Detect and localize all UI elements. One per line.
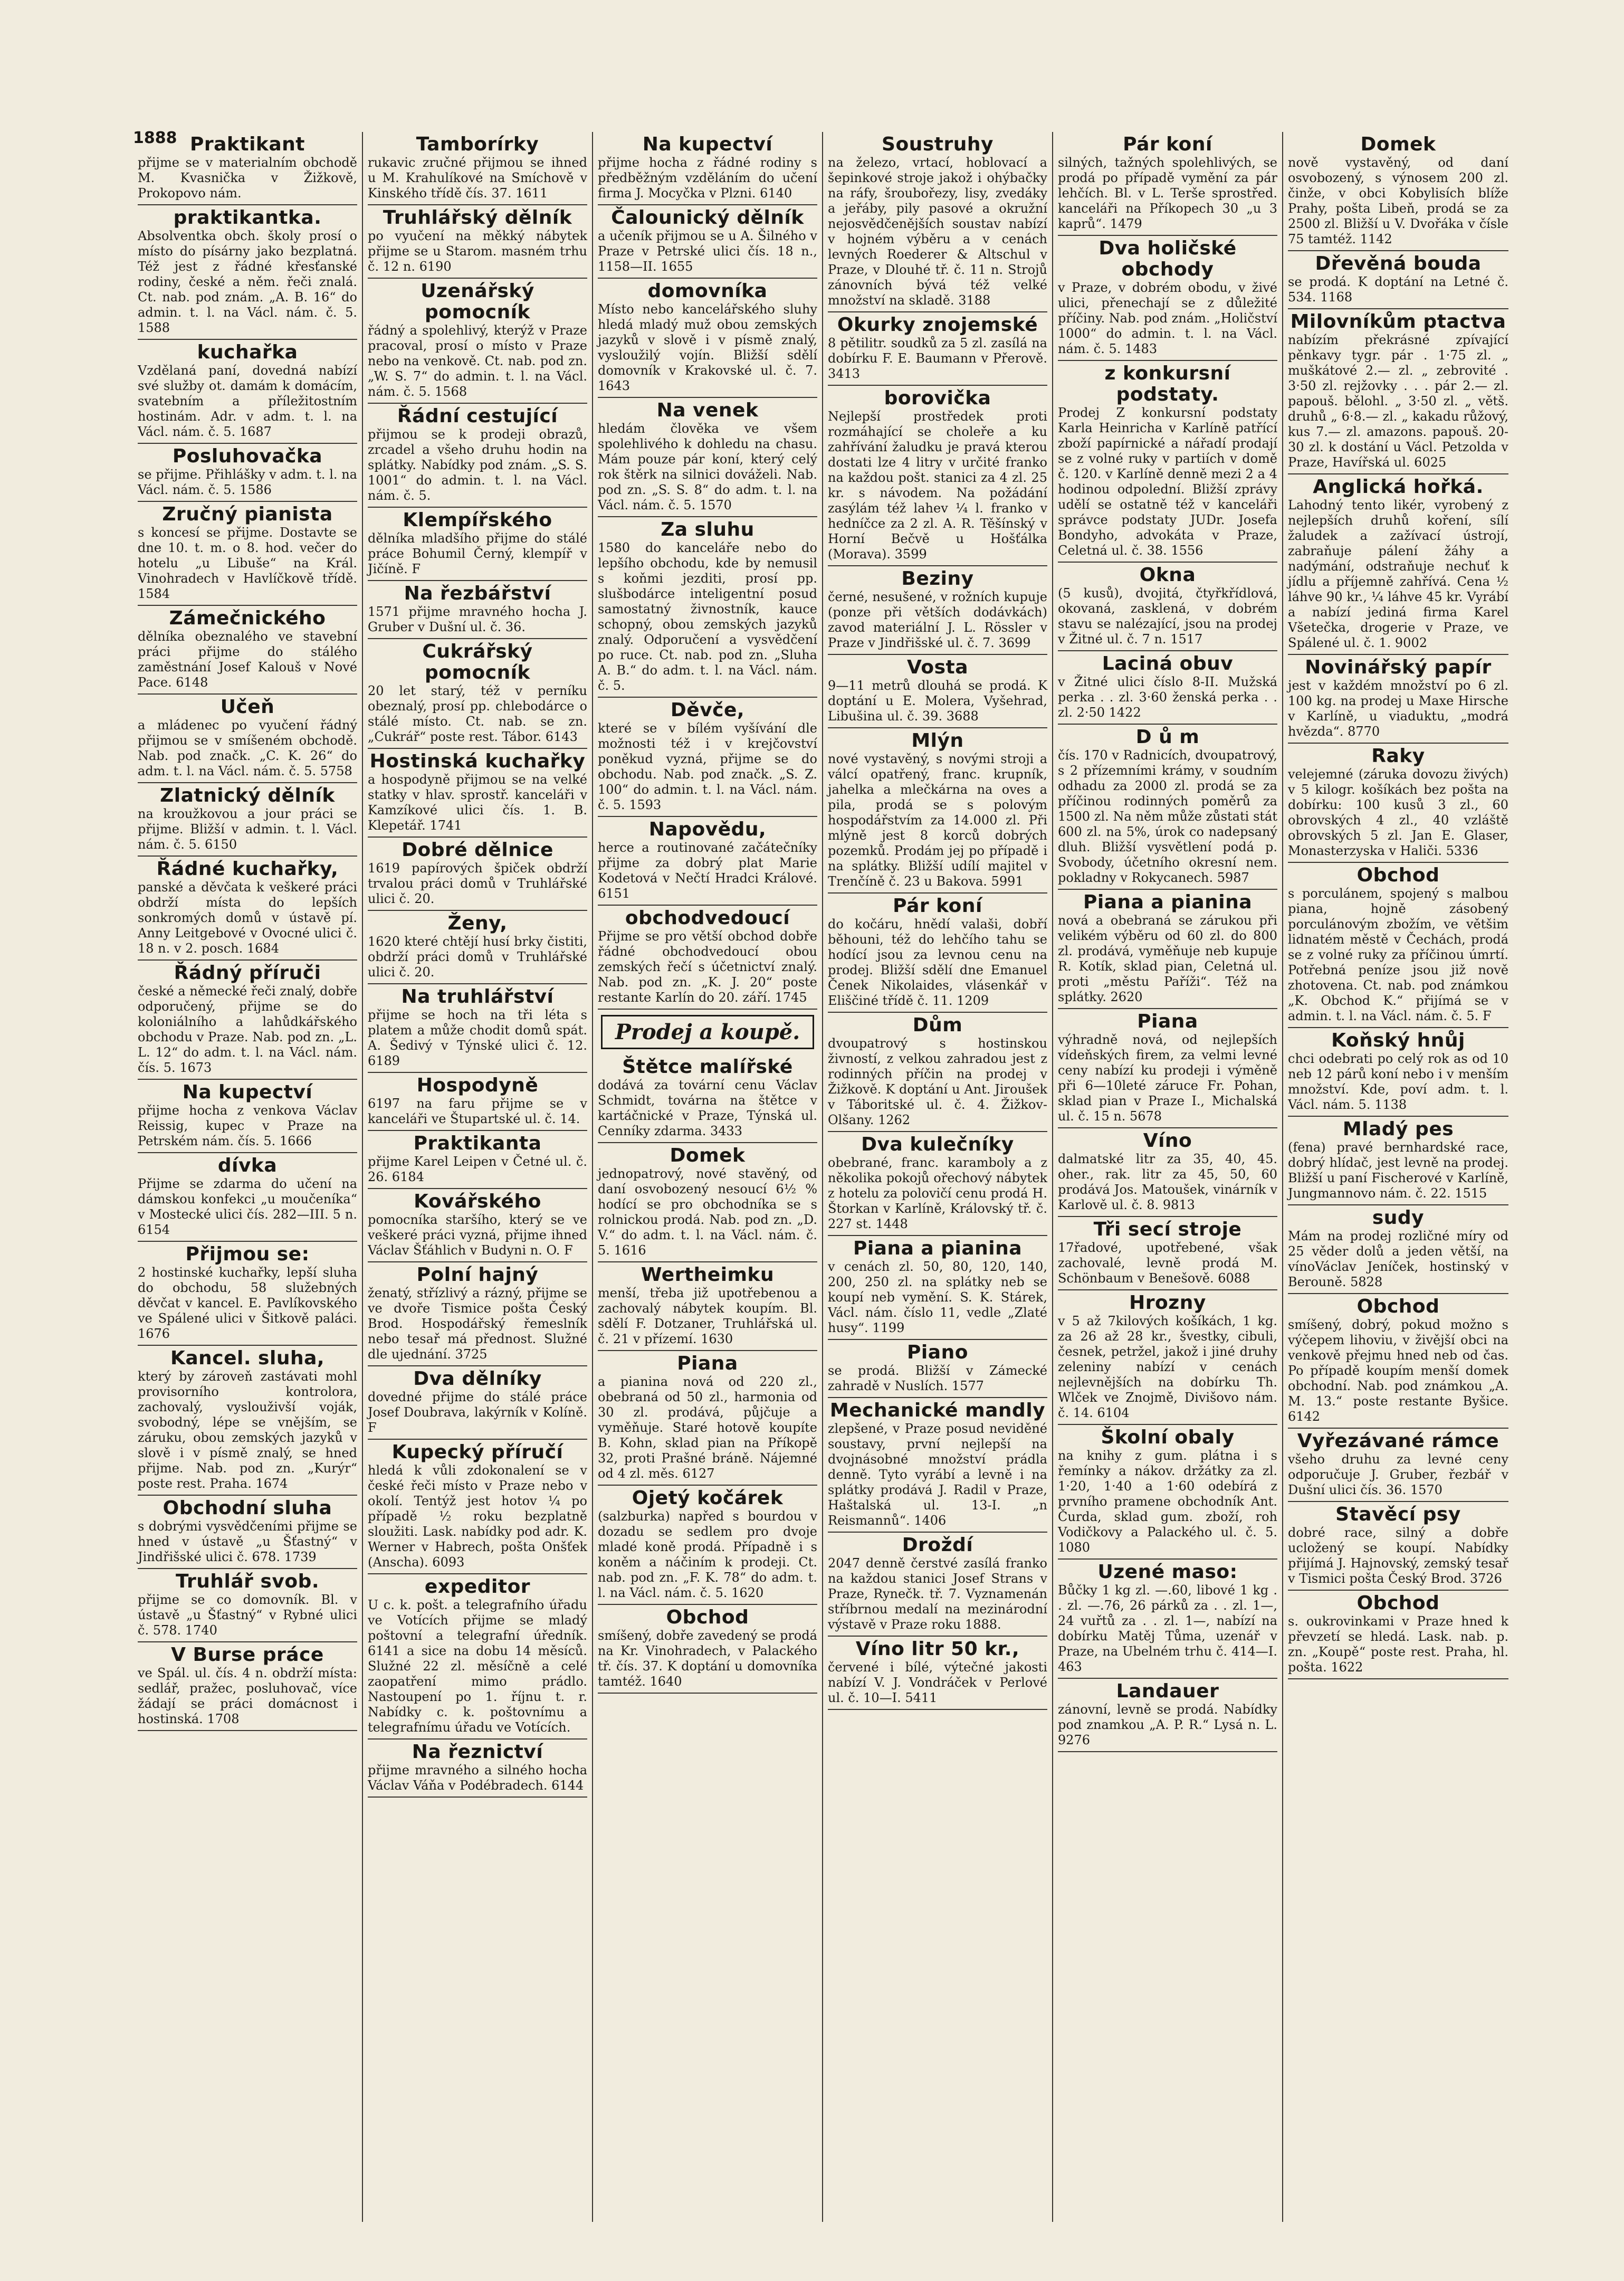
ad-text: Lahodný tento likér, vyrobený z nejlepších druhů koření, sílí žaludek a zažívací ústrojí, zabraňuje pálení žáhy a nadýmání, odstraňuje nechuť k jídlu a příjemně zahřívá. Cena ½ láhve 90 kr., ¼ láhve 45 kr. Vyrábí a nabízí jediná firma Karel Všetečka, drogerie v Praze, ve Spálené ul. č. 1. 9002 — [1288, 498, 1508, 650]
ad-text: a hospodyně přijmou se na velké statky v hlav. sprostř. kanceláři v Kamzíkové ulici čís. 1. B. Klepetář. 1741 — [368, 772, 587, 833]
ad-heading: Tři secí stroje — [1093, 1219, 1242, 1240]
classified-ad — [368, 1440, 587, 1574]
column-2 — [363, 132, 593, 2222]
classified-ad — [368, 205, 587, 279]
classified-ad — [368, 639, 587, 749]
classified-ad — [138, 502, 357, 606]
ad-heading: Polní hajný — [416, 1264, 539, 1286]
ad-heading: Stavěcí psy — [1335, 1504, 1461, 1525]
ad-text: (5 kusů), dvojitá, čtyřkřídlová, okovaná, zasklená, v dobrém stavu se nalézající, jsou na prodej v Žitné ul. č. 7 n. 1517 — [1058, 586, 1277, 647]
ad-heading: Posluhovačka — [172, 445, 323, 467]
classified-ad — [138, 606, 357, 695]
ad-text: ženatý, střízlivý a rázný, přijme se ve dvoře Tismice pošta Český Brod. Hospodářský řemeslník nebo tesař má přednost. Služné dle ujednání. 3725 — [368, 1286, 587, 1362]
ad-text: Místo nebo kancelářského sluhy hledá mladý muž obou zemských jazyků v slově i v písmě znalý, vysloužilý vojín. Bližší sdělí domovník v Krakovské ul. č. 7. 1643 — [598, 302, 817, 393]
ad-heading: Přijmou se: — [185, 1243, 310, 1265]
ad-heading: Vosta — [906, 657, 969, 678]
ad-text: přijme mravného a silného hocha Václav Váňa v Podébradech. 6144 — [368, 1763, 587, 1793]
ad-text: přijme se v materialním obchodě M. Kvasnička v Žižkově, Prokopovo nám. — [138, 155, 357, 201]
ad-heading: z konkursní podstaty. — [1104, 363, 1231, 405]
classified-ad — [598, 1486, 817, 1605]
ad-heading: Mechanické mandly — [829, 1400, 1046, 1421]
ad-heading: Wertheimku — [641, 1264, 775, 1286]
classified-ad — [368, 1366, 587, 1440]
ad-text: které se v bílém vyšívání dle možnosti též i v krejčovství poněkud vyzná, přijme se do obchodu. Nab. pod značk. „S. Z. 100“ do admin. t. l. na Václ. nám. č. 5. 1593 — [598, 721, 817, 812]
ad-text: Přijme se pro větší obchod dobře řádné obchodvedoucí obou zemských řečí s účetnictví znalý. Nab. pod zn. „K. J. 20“ poste restante Karlín do 20. září. 1745 — [598, 929, 817, 1005]
ad-text: na kroužkovou a jour práci se přijme. Bližší v admin. t. l. Václ. nám. č. 5. 6150 — [138, 806, 357, 852]
classified-ad — [598, 205, 817, 279]
classified-ad — [828, 566, 1047, 655]
ad-heading: dívka — [217, 1155, 278, 1176]
ad-heading: Mladý pes — [1342, 1118, 1454, 1140]
classified-ad — [138, 1496, 357, 1569]
ad-heading: Truhlář svob. — [175, 1571, 320, 1592]
ad-heading: Piana — [677, 1353, 738, 1374]
ad-text: silných, tažných spolehlivých, se prodá po případě vymění za pár lehčích. Bl. v L. Terše sprostřed. kanceláři na Příkopech 30 „u 3 kaprů“. 1479 — [1058, 155, 1277, 231]
ad-heading: sudy — [1372, 1207, 1425, 1229]
ad-text: ve Spál. ul. čís. 4 n. obdrží místa: sedlář, pražec, posluhovač, více žádají se práci domácnost i hostinská. 1708 — [138, 1666, 357, 1726]
classified-ad — [1288, 251, 1508, 309]
ad-text: rukavic zručné přijmou se ihned u M. Krahulíkové na Smíchově v Kinského třídě čís. 37. 1611 — [368, 155, 587, 201]
ad-text: a učeník přijmou se u A. Šilného v Praze v Petrské ulici čís. 18 n., 1158—II. 1655 — [598, 229, 817, 274]
ad-heading: Dva holičské obchody — [1098, 237, 1237, 280]
ad-text: Nejlepší prostředek proti rozmáhající se choleře a ku zahřívání žaludku je pravá kterou dostati lze 4 litry v určité franko na každou pošt. stanici za 4 zl. 25 kr. s návodem. Na požádání zasýlám též lahev ¼ l. franko v hedníčce za 2 zl. A. R. Těšínský v Horní Bečvě u Hošťálka (Morava). 3599 — [828, 409, 1047, 562]
ad-text: do kočáru, hnědí valaši, dobří běhouni, též do lehčího tahu se hodící jsou za levnou cenu na prodej. Bližší sdělí dne Emanuel Čenek Nikolaides, vlásenkář v Eliščiné třídě č. 11. 1209 — [828, 917, 1047, 1008]
ad-text: dvoupatrový s hostinskou živností, z velkou zahradou jest z rodinných příčin na prodej v Žižkově. K doptání u Ant. Jiroušek v Táboritské ul. č. 4. Žižkov-Olšany. 1262 — [828, 1036, 1047, 1127]
classified-ad — [1288, 863, 1508, 1028]
classified-ad — [368, 508, 587, 581]
ad-text: Bůčky 1 kg zl. —.60, libové 1 kg . . zl. —.76, 26 párků za . . zl. 1—, 24 vuřtů za . . zl. 1—, nabízí na dobírku Matěj Tůma, uzenář v Praze, na Ubelném trhu č. 414—I. 463 — [1058, 1583, 1277, 1674]
ad-heading: Obchodní sluha — [163, 1497, 332, 1519]
ad-text: 2047 denně čerstvé zasílá franko na každou stanici Josef Strans v Praze, Rynečk. tř. 7. Vyznamenán stříbrnou medalí na mezinárodní výstavě v Praze roku 1888. — [828, 1556, 1047, 1632]
ad-text: po vyučení na měkký nábytek přijme se u Starom. masném trhu č. 12 n. 6190 — [368, 229, 587, 274]
ad-heading: Landauer — [1116, 1680, 1219, 1702]
ad-heading: V Burse práce — [171, 1644, 324, 1666]
ad-text: dělníka mladšího přijme do stálé práce Bohumil Černý, klempíř v Jičíně. F — [368, 531, 587, 576]
ad-text: velejemné (záruka dovozu živých) v 5 kilogr. košíkách bez pošta na dobírku: 100 kusů 3 zl., 60 obrovských 4 zl., 40 vzláště obrovských 5 zl. Jan E. Glaser, Monasterzyska v Haliči. 5336 — [1288, 767, 1508, 858]
ad-text: na knihy z gum. plátna i s řemínky a nákov. držátky za zl. 1·20, 1·40 a 1·60 odebírá z prvního pramene obchodník Ant. Čurda, sklad gum. zboží, roh Vodičkovy a Palackého ul. č. 5. 1080 — [1058, 1448, 1277, 1555]
classified-ad — [1058, 563, 1277, 651]
classified-ad — [368, 984, 587, 1073]
classified-ad — [1058, 1128, 1277, 1217]
classified-ad — [1058, 1560, 1277, 1679]
classified-ad — [1058, 132, 1277, 236]
ad-heading: Soustruhy — [882, 134, 993, 155]
ad-heading: Praktikanta — [413, 1133, 542, 1154]
classified-ad — [368, 1740, 587, 1798]
ad-heading: Zámečnického — [169, 607, 326, 629]
ad-text: české a německé řeči znalý, dobře odporučený, přijme se do koloniálního a lahůdkářského obchodu v Praze. Nab. pod zn. „L. L. 12“ do adm. t. l. na Václ. nám. čís. 5. 1673 — [138, 984, 357, 1075]
ad-heading: Droždí — [902, 1534, 973, 1556]
classified-ad — [138, 444, 357, 502]
ad-heading: Dům — [912, 1014, 963, 1036]
ad-text: (fena) pravé bernhardské race, dobrý hlídač, jest levně na prodej. Bližší u paní Fischerové v Karlíně, Jungmannovo nám. č. 22. 1515 — [1288, 1140, 1508, 1201]
ad-heading: Na kupectví — [642, 134, 773, 155]
ad-heading: Učeň — [220, 696, 275, 718]
classified-ad — [1288, 1429, 1508, 1502]
ad-heading: Čalounický dělník — [611, 207, 804, 229]
ad-heading: Hrozny — [1129, 1292, 1206, 1314]
column-1 — [133, 132, 363, 2222]
ad-text: se prodá. K doptání na Letné č. 534. 1168 — [1288, 274, 1508, 305]
ad-text: 1619 papírových špiček obdrží trvalou práci domů v Truhlářské ulici č. 20. — [368, 861, 587, 906]
ad-heading: Štětce malířské — [622, 1056, 793, 1078]
classified-ad — [598, 906, 817, 1010]
ad-heading: Milovníkům ptactva — [1290, 311, 1506, 332]
ad-heading: Řádný příruči — [174, 962, 321, 984]
ad-text: přijme se hoch na tři léta s platem a může chodit domů spát. A. Šedivý v Týnské ulici č. 12. 6189 — [368, 1008, 587, 1068]
ad-heading: Piana a pianina — [853, 1238, 1023, 1259]
classified-ad — [828, 1236, 1047, 1340]
classified-ad — [138, 132, 357, 205]
classified-ad — [368, 132, 587, 205]
classified-ad — [1058, 651, 1277, 725]
classified-ad — [1058, 1217, 1277, 1290]
classified-ad — [598, 517, 817, 698]
classified-ad — [138, 783, 357, 857]
ad-heading: Koňský hnůj — [1331, 1030, 1465, 1051]
ad-heading: Piana a pianina — [1083, 891, 1253, 913]
classified-ad — [598, 279, 817, 398]
ad-heading: Obchod — [1356, 1592, 1440, 1614]
classified-ad — [138, 1569, 357, 1642]
classified-ad — [1288, 1502, 1508, 1591]
classified-ad — [598, 1054, 817, 1143]
ad-text: v cenách zl. 50, 80, 120, 140, 200, 250 zl. na splátky neb se koupí neb vymění. S. K. Stárek, Václ. nám. číslo 11, vedle „Zlaté husy“. 1199 — [828, 1259, 1047, 1335]
classified-ad — [138, 695, 357, 783]
ad-heading: Domek — [670, 1145, 746, 1166]
ad-text: 1571 přijme mravného hocha J. Gruber v Dušní ul. č. 36. — [368, 604, 587, 634]
classified-ad — [1058, 725, 1277, 890]
ad-text: U c. k. pošt. a telegrafního úřadu ve Votících přijme se mladý poštovní a telegrafní úředník. 6141 a sice na dobu 14 měsíců. Služné 22 zl. měsíčně a celé zaopatření mimo prádlo. Nastoupení po 1. říjnu t. r. Nabídky c. k. poštovnímu a telegrafnímu úřadu ve Votících. — [368, 1598, 587, 1735]
classified-ad — [368, 749, 587, 838]
ad-text: nová a obebraná se zárukou při velikém výběru od 60 zl. do 800 zl. prodává, vyměňuje neb kupuje R. Kotík, sklad pian, Celetná ul. proti „městu Paříži“. Též na splátky. 2620 — [1058, 913, 1277, 1004]
ad-heading: Uzené maso: — [1097, 1561, 1238, 1583]
classified-ad — [1058, 1290, 1277, 1425]
ad-heading: expeditor — [424, 1576, 531, 1598]
classified-ad — [138, 1346, 357, 1496]
ad-heading: Dřevěná bouda — [1315, 253, 1482, 274]
ad-text: přijme Karel Leipen v Četné ul. č. 26. 6184 — [368, 1154, 587, 1184]
ad-heading: Na truhlářství — [401, 986, 554, 1008]
classified-ad — [368, 581, 587, 639]
classified-ad — [1058, 890, 1277, 1009]
ad-heading: Raky — [1371, 745, 1425, 767]
ad-text: herce a routinované začátečníky přijme za dobrý plat Marie Kodetová v Nečtí Hradci Králové. 6151 — [598, 840, 817, 901]
classified-page — [133, 132, 1594, 2222]
classified-ad — [368, 1262, 587, 1366]
ad-heading: Řádné kuchařky, — [156, 858, 339, 880]
classified-ad — [368, 838, 587, 911]
classified-ad — [368, 1574, 587, 1740]
ad-text: dělníka obeznalého ve stavební práci přijme do stálého zaměstnání Josef Kalouš v Nové Pace. 6148 — [138, 629, 357, 690]
ad-heading: Novinářský papír — [1305, 657, 1492, 678]
classified-ad — [1288, 309, 1508, 474]
ad-text: přijme se co domovník. Bl. v ústavě „u Šťastný“ v Rybné ulici č. 578. 1740 — [138, 1592, 357, 1638]
ad-text: čís. 170 v Radnicích, dvoupatrový, s 2 přízemními krámy, v soudním odhadu za 2000 zl. prodá se za příčinou rodinných poměrů za 1500 zl. Na něm může zůstati stát 600 zl. na 5%, úrok co nadepsaný dluh. Bližší vysvětlení podá p. Svobody, účetního okresní nem. pokladny v Rokycanech. 5987 — [1058, 748, 1277, 885]
page-number: 1888 — [133, 129, 177, 147]
ad-text: Prodej Z konkursní podstaty Karla Heinricha v Karlíně patřící zboží papírnické a nářadí prodají se z volné ruky v partiích v domě č. 120. v Karlíně denně mezi 2 a 4 hodinou odpolední. Bližší zprávy udělí se ostatně též v kanceláři správce podstaty JUDr. Josefa Bondyho, advokáta v Praze, Celetná ul. č. 38. 1556 — [1058, 405, 1277, 558]
ad-heading: Kancel. sluha, — [170, 1347, 325, 1369]
ad-heading: Tamborírky — [416, 134, 539, 155]
ad-text: červené i bílé, výtečné jakosti nabízí V. J. Vondráček v Perlové ul. č. 10—I. 5411 — [828, 1660, 1047, 1705]
ad-text: Absolventka obch. školy prosí o místo do písárny jako bezplatná. Též jest z řádné křesťanské rodiny, české a něm. řeči znalá. Ct. nab. pod znám. „A. B. 16“ do admin. t. l. na Václ. nám. č. 5. 1588 — [138, 229, 357, 335]
column-5 — [1053, 132, 1283, 2222]
classified-ad — [368, 279, 587, 404]
ad-heading: Beziny — [901, 568, 974, 590]
classified-ad — [1288, 132, 1508, 251]
ad-heading: Truhlářský dělník — [383, 207, 572, 229]
ad-text: pomocníka staršího, který se ve veškeré práci vyzná, přijme ihned Václav Šťáhlich v Budyni n. O. F — [368, 1212, 587, 1258]
classified-ad — [138, 1242, 357, 1346]
ad-text: dodává za tovární cenu Václav Schmidt, továrna na štětce v kartáčnické v Praze, Týnská ul. Cenníky zdarma. 3433 — [598, 1078, 817, 1138]
classified-ad — [828, 312, 1047, 386]
ad-heading: praktikantka. — [173, 207, 322, 229]
classified-ad — [1058, 1679, 1277, 1752]
classified-ad — [598, 132, 817, 205]
ad-text: smíšený, dobrý, pokud možno s výčepem lihoviu, v živější obci na venkově přejmu hned neb od čas. Po případě koupím menší domek obchodní. Nab. pod známkou „A. M. 13.“ poste restante Byšice. 6142 — [1288, 1317, 1508, 1424]
classified-ad — [368, 911, 587, 984]
ad-heading: obchodvedoucí — [625, 907, 790, 929]
classified-ad — [828, 655, 1047, 728]
classified-ad — [1058, 236, 1277, 361]
ad-text: na železo, vrtací, hoblovací a šepinkové stroje jakož i ohýbačky na ráfy, šroubořezy, lisy, zvedáky a jeřáby, pily pasové a okružní nejosvědčenějších soustav nabízí v hojném výběru a v cenách levných Roederer & Altschul v Praze, v Dlouhé tř. č. 11 n. Strojů zánovních bývá též velké množství na skladě. 3188 — [828, 155, 1047, 308]
classified-ad — [828, 1340, 1047, 1398]
classified-ad — [828, 1533, 1047, 1637]
ad-text: nově vystavěný, od daní osvobozený, s výnosem 200 zl. činže, v obci Kobylisích blíže Prahy, pošta Libeň, prodá se za 2500 zl. Bližší u V. Dvořáka v čísle 75 tamtéž. 1142 — [1288, 155, 1508, 246]
ad-text: který by zároveň zastávati mohl provisorního kontrolora, zachovalý, vyslouživší voják, svobodný, lépe se vnějším, se záruku, obou zemských jazyků v slově i v písmě znalý, se hned přijme. Nab. pod zn. „Kurýr“ poste rest. Praha. 1674 — [138, 1369, 357, 1491]
ad-text: všeho druhu za levné ceny odporučuje J. Gruber, řezbář v Dušní ulici čís. 36. 1570 — [1288, 1452, 1508, 1497]
ad-text: v Praze, v dobrém obodu, v živé ulici, přenechají se z důležité příčiny. Nab. pod znám. „Holičství 1000“ do admin. t. l. na Václ. nám. č. 5. 1483 — [1058, 280, 1277, 356]
column-3 — [593, 132, 823, 2222]
ad-text: 8 pětilitr. soudků za 5 zl. zasílá na dobírku F. E. Baumann v Přerově. 3413 — [828, 336, 1047, 381]
section-heading: Prodej a koupě. — [601, 1015, 814, 1049]
ad-text: přijme hocha z řádné rodiny s předběžným vzděláním do učení firma J. Mocyčka v Plzni. 6140 — [598, 155, 817, 201]
classified-ad — [1058, 1009, 1277, 1128]
ad-heading: Na řezbářství — [404, 583, 551, 604]
ad-text: dobré race, silný a dobře ucložený se koupí. Nabídky přijímá J. Hajnovský, zemský tesař v Tismici pošta Český Brod. 3726 — [1288, 1525, 1508, 1586]
classified-ad — [1288, 1591, 1508, 1679]
ad-heading: Praktikant — [190, 134, 305, 155]
ad-text: Přijme se zdarma do učení na dámskou konfekci „u moučeníka“ v Mostecké ulici čís. 282—III. 5 n. 6154 — [138, 1176, 357, 1237]
ad-text: 6197 na faru přijme se v kanceláři ve Štupartské ul. č. 14. — [368, 1096, 587, 1126]
ad-text: se prodá. Bližší v Zámecké zahradě v Nuslích. 1577 — [828, 1363, 1047, 1393]
ad-heading: Mlýn — [911, 730, 964, 752]
ad-heading: Kupecký příručí — [391, 1441, 563, 1463]
classified-ad — [368, 1131, 587, 1189]
ad-heading: Hospodyně — [416, 1075, 539, 1096]
column-4 — [823, 132, 1053, 2222]
ad-heading: Napovědu, — [648, 819, 767, 840]
classified-ad — [1288, 1205, 1508, 1294]
ad-heading: Vyřezávané rámce — [1297, 1430, 1499, 1452]
classified-ad — [1288, 655, 1508, 744]
classified-ad — [368, 1189, 587, 1262]
ad-heading: Cukrářský pomocník — [422, 641, 533, 683]
classified-ad — [1288, 474, 1508, 655]
classified-ad — [598, 817, 817, 906]
classified-ad — [1288, 1028, 1508, 1117]
ad-text: obebrané, franc. karamboly a z několika pokojů ořechový nábytek z hotelu za polovičí cenu prodá H. Štorkan v Karlíně, Královský tř. č. 227 st. 1448 — [828, 1155, 1047, 1231]
classified-ad — [138, 205, 357, 340]
classified-ad — [828, 1398, 1047, 1533]
classified-ad — [138, 857, 357, 961]
classified-ad — [1288, 744, 1508, 863]
classified-ad — [368, 1073, 587, 1131]
ad-text: řádný a spolehlivý, kterýž v Praze pracoval, prosí o místo v Praze nebo na venkově. Ct. nab. pod zn. „W. S. 7“ do admin. t. l. na Václ. nám. č. 5. 1568 — [368, 323, 587, 399]
ad-text: přijme hocha z venkova Václav Reissig, kupec v Praze na Petrském nám. čís. 5. 1666 — [138, 1103, 357, 1148]
ad-text: zlepšené, v Praze posud neviděné soustavy, první nejlepší na dvojnásobné množství prádla denně. Tyto vyrábí a levně i na splátky prodává J. Radil v Praze, Haštalská ul. 13-I. „n Reismannů“. 1406 — [828, 1421, 1047, 1528]
ad-text: přijmou se k prodeji obrazů, zrcadel a všeho druhu hodin na splátky. Nabídky pod znám. „S. S. 1001“ do admin. t. l. na Václ. nám. č. 5. — [368, 427, 587, 503]
ad-heading: Zručný pianista — [162, 503, 333, 525]
ad-heading: borovička — [884, 387, 991, 409]
ad-text: nabízím překrásné zpívající pěnkavy tygr. pár . 1·75 zl. „ muškátové 2.— zl. „ zebrovité . 3·50 zl. rejžovky . . . pár 2.— zl. papouš. bělohl. „ 3·50 zl. „ větš. druhů „ 6·8.— zl. „ kakadu růžový, kus 7.— zl. amazons. papouš. 20-30 zl. k dostání u Václ. Petzolda v Praze, Havířská ul. 6025 — [1288, 332, 1508, 470]
ad-text: černé, nesušené, v rožních kupuje (ponze při větších dodávkách) zavod materiální J. L. Rössler v Praze v Jindřišské ul. č. 7. 3699 — [828, 590, 1047, 650]
ad-heading: domovníka — [647, 280, 768, 302]
classified-ad — [1288, 1294, 1508, 1429]
ad-heading: Okurky znojemské — [837, 314, 1038, 336]
classified-ad — [828, 1132, 1047, 1236]
ad-heading: Obchod — [666, 1607, 749, 1628]
ad-heading: Školní obaly — [1101, 1427, 1235, 1448]
classified-ad — [1058, 1425, 1277, 1560]
ad-heading: Klempířského — [403, 509, 552, 531]
ad-heading: Obchod — [1356, 1296, 1440, 1317]
classified-ad — [598, 698, 817, 817]
ad-text: panské a děvčata k veškeré práci obdrží místa do lepších sonkromých domů v ústavě pí. Anny Leitgebové v Ovocné ulici č. 18 n. v 2. posch. 1684 — [138, 880, 357, 956]
classified-ad — [828, 386, 1047, 566]
ad-text: s. oukrovinkami v Praze hned k převzetí se hledá. Lask. nab. p. zn. „Koupě“ poste rest. Praha, hl. pošta. 1622 — [1288, 1614, 1508, 1675]
classified-ad — [138, 1642, 357, 1731]
classified-ad — [828, 1637, 1047, 1710]
ad-heading: Ojetý kočárek — [632, 1487, 784, 1509]
ad-text: 9—11 metrů dlouhá se prodá. K doptání u E. Molera, Vyšehrad, Libušina ul. č. 39. 3688 — [828, 678, 1047, 724]
ad-heading: D ů m — [1135, 726, 1200, 748]
ad-text: s porculánem, spojený s malbou piana, hojně zásobený porculánovým zbožím, ve většim lidnatém městě v Čechách, prodá se z volné ruky za příčinou úmrtí. Potřebná peníze jsou již nově zhotovena. Ct. nab. pod známkou „K. Obchod K.“ přijímá se v admin. t. l. na Václ. nám. č. 5. F — [1288, 886, 1508, 1023]
ad-heading: Laciná obuv — [1102, 653, 1234, 674]
ad-text: jest v každém množství po 6 zl. 100 kg. na prodej u Maxe Hirsche v Karlíně, u viaduktu, „modrá hvězda“. 8770 — [1288, 678, 1508, 739]
ad-heading: Víno — [1143, 1130, 1192, 1152]
classified-ad — [138, 340, 357, 444]
ad-heading: Dva dělníky — [413, 1368, 542, 1390]
classified-ad — [138, 961, 357, 1080]
ad-heading: Děvče, — [670, 699, 745, 721]
classified-ad — [598, 1143, 817, 1262]
classified-ad — [828, 728, 1047, 894]
classified-ad — [598, 1605, 817, 1694]
ad-text: Vzdělaná paní, dovedná nabízí své služby ot. damám k domácím, svatebním a příležitostním hostinám. Adr. v adm. t. l. na Václ. nám. č. 5. 1687 — [138, 363, 357, 439]
ad-text: s koncesí se přijme. Dostavte se dne 10. t. m. o 8. hod. večer do hotelu „u Libuše“ na Král. Vinohradech v Havlíčkově třídě. 1584 — [138, 525, 357, 601]
ad-heading: Piana — [1137, 1011, 1198, 1032]
ad-heading: Dobré dělnice — [402, 839, 553, 861]
ad-text: hledám člověka ve všem spolehlivého k dohledu na chasu. Mám pouze pár koní, který celý rok štěrk na silnici dováželi. Nab. pod zn. „S. S. 8“ do adm. t. l. na Václ. nám. č. 5. 1570 — [598, 421, 817, 512]
ad-text: Mám na prodej rozličné míry od 25 věder dolů a jeden větší, na vínoVáclav Jeníček, hostinský v Berouně. 5828 — [1288, 1229, 1508, 1289]
ad-heading: Uzenářský pomocník — [421, 280, 534, 323]
classified-ad — [598, 1351, 817, 1486]
classified-ad — [828, 1013, 1047, 1132]
classified-ad — [1058, 361, 1277, 563]
ad-text: dalmatské litr za 35, 40, 45. oher., rak. litr za 45, 50, 60 prodává Jos. Matoušek, vinárník v Karlově ul. č. 8. 9813 — [1058, 1152, 1277, 1212]
ad-heading: Domek — [1360, 134, 1436, 155]
classified-ad — [828, 132, 1047, 312]
ad-heading: Piano — [907, 1342, 968, 1363]
ad-text: zánovní, levně se prodá. Nabídky pod znamkou „A. P. R.“ Lysá n. L. 9276 — [1058, 1702, 1277, 1747]
ad-text: menší, třeba již upotřebenou a zachovalý nábytek koupím. Bl. sdělí F. Dotzaner, Truhlářská ul. č. 21 v přízemí. 1630 — [598, 1286, 817, 1346]
ad-text: (salzburka) napřed s bourdou v dozadu se sedlem pro dvoje mladé koně prodá. Případně i s koněm a náčiním k prodeji. Ct. nab. pod zn. „F. K. 78“ do adm. t. l. na Václ. nám. č. 5. 1620 — [598, 1509, 817, 1600]
classified-ad — [368, 404, 587, 508]
ad-text: dovedné přijme do stálé práce Josef Doubrava, lakýrník v Kolíně. F — [368, 1390, 587, 1435]
ad-heading: Zlatnický dělník — [160, 785, 335, 806]
ad-text: chci odebrati po celý rok as od 10 neb 12 párů koní nebo i v menším množství. Kde, poví adm. t. l. Václ. nám. 5. 1138 — [1288, 1051, 1508, 1112]
ad-text: 1620 které chtějí husí brky čistiti, obdrží práci domů v Truhlářské ulici č. 20. — [368, 934, 587, 980]
ad-text: v 5 až 7kilových košíkách, 1 kg. za 26 až 28 kr., švestky, cibuli, česnek, petržel, jakož i jiné druhy zeleniny nabízí v cenách nejlevnějších na dobírku Th. Wlček ve Znojmě, Divišovo nám. č. 14. 6104 — [1058, 1314, 1277, 1420]
ad-text: 2 hostinské kuchařky, lepší sluha do obchodu, 58 služebných děvčat v kancel. E. Pavlíkovského ve Spálené ulici v Šitkově paláci. 1676 — [138, 1265, 357, 1341]
classified-ad — [1288, 1117, 1508, 1205]
ad-text: hledá k vůli zdokonalení se v české řeči místo v Praze nebo v okolí. Tentýž jest hotov ¼ po případě ½ roku bezplatně sloužiti. Lask. nabídky pod adr. K. Werner v Habrech, pošta Onšťek (Anscha). 6093 — [368, 1463, 587, 1570]
ad-text: s dobrými vysvědčeními přijme se hned v ústavě „u Šťastný“ v Jindřišské ulici č. 678. 1739 — [138, 1519, 357, 1564]
ad-text: smíšený, dobře zavedený se prodá na Kr. Vinohradech, v Palackého tř. čís. 37. K doptání u domovníka tamtéž. 1640 — [598, 1628, 817, 1689]
classified-ad — [138, 1153, 357, 1242]
ad-heading: Řádní cestující — [397, 405, 558, 427]
ad-heading: Dva kulečníky — [861, 1134, 1014, 1155]
ad-text: a mládenec po vyučení řádný přijmou se v smíšeném obchodě. Nab. pod značk. „C. K. 26“ do adm. t. l. na Václ. nám. č. 5. 5758 — [138, 718, 357, 778]
ad-text: 17řadové, upotřebené, však zachovalé, levně prodá M. Schönbaum v Benešově. 6088 — [1058, 1240, 1277, 1286]
ad-text: jednopatrový, nové stavěný, od daní osvobozený nesoucí 6½ % hodící se pro obchodníka se s rolnickou prodá. Nab. pod zn. „D. V.“ do adm. t. l. na Václ. nám. č. 5. 1616 — [598, 1166, 817, 1258]
ad-heading: Na kupectví — [182, 1081, 313, 1103]
ad-heading: Kovářského — [414, 1191, 541, 1212]
ad-heading: Na venek — [656, 400, 759, 421]
ad-heading: Anglická hořká. — [1313, 476, 1484, 498]
ad-text: se přijme. Přihlášky v adm. t. l. na Václ. nám. č. 5. 1586 — [138, 467, 357, 497]
ad-heading: Pár koní — [893, 895, 982, 917]
classified-ad — [598, 1262, 817, 1351]
classified-ad — [138, 1080, 357, 1153]
ad-text: 1580 do kanceláře nebo do lepšího obchodu, kde by nemusil s koňmi jezditi, prosí pp. slušbodárce inteligentní posud samostatný živnostník, kauce schopný, obou zemských jazyků znalý. Odporučení a vysvědčení po ruce. Ct. nab. pod zn. „Sluha A. B.“ do adm. t. l. na Václ. nám. č. 5. — [598, 540, 817, 693]
ad-heading: Okna — [1139, 564, 1196, 586]
ad-text: nové vystavěný, s novými stroji a válcí opatřený, franc. krupník, jahelka a mlečkárna na oves a pila, prodá se s polovým hospodářstvím za 14.000 zl. Při mlýně jest 8 korců dobrých pozemků. Prodám jej po případě i na splátky. Bližší udílí majitel v Trenčíně č. 23 u Bakova. 5991 — [828, 752, 1047, 889]
classified-ad — [598, 398, 817, 517]
ad-text: 20 let starý, též v perníku obeznalý, prosí pp. chlebodárce o stálé místo. Ct. nab. se zn. „Cukrář“ poste rest. Tábor. 6143 — [368, 683, 587, 744]
ad-heading: kuchařka — [197, 341, 298, 363]
ad-heading: Na řeznictví — [412, 1741, 543, 1763]
ad-heading: Víno litr 50 kr., — [855, 1638, 1020, 1660]
classified-ad — [828, 894, 1047, 1013]
ad-heading: Za sluhu — [661, 519, 754, 540]
ad-text: v Žitné ulici číslo 8-II. Mužská perka . . zl. 3·60 ženská perka . . zl. 2·50 1422 — [1058, 674, 1277, 720]
column-6 — [1283, 132, 1513, 2222]
ad-heading: Ženy, — [447, 913, 508, 934]
ad-heading: Pár koní — [1123, 134, 1212, 155]
ad-heading: Obchod — [1356, 864, 1440, 886]
ad-heading: Hostinská kuchařky — [369, 750, 586, 772]
ad-text: a pianina nová od 220 zl., obebraná od 50 zl., harmonia od 30 zl. prodává, půjčuje a vyměňuje. Staré hotově koupíte B. Kohn, sklad pian na Příkopě 32, proti Prašné bráně. Nájemné od 4 zl. měs. 6127 — [598, 1374, 817, 1481]
ad-text: výhradně nová, od nejlepších vídeňských firem, za velmi levné ceny nabízí ku prodeji i výměně při 6—10leté záruce Fr. Pohan, sklad pian v Praze I., Michalská ul. č. 15 n. 5678 — [1058, 1032, 1277, 1124]
